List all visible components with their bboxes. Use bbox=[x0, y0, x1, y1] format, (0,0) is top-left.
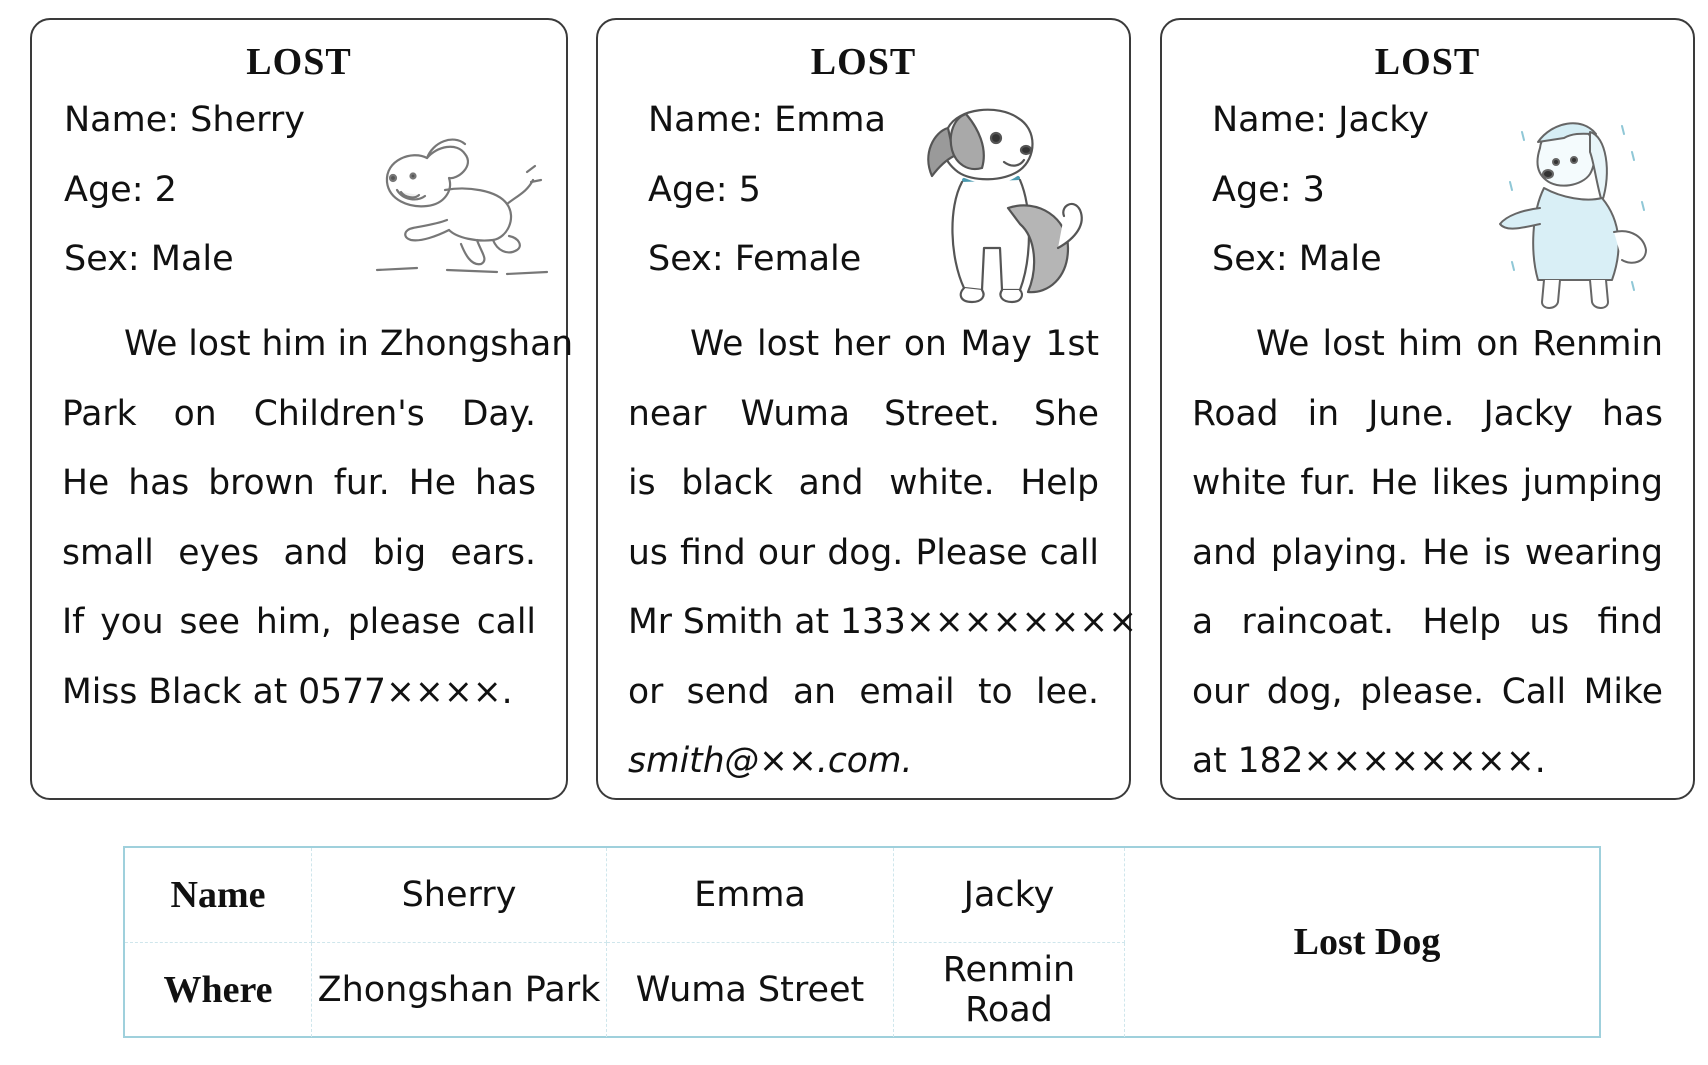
dog-name: Name: Jacky bbox=[1212, 100, 1429, 140]
story-line: We lost him on Renmin bbox=[1256, 324, 1663, 364]
dog-sex: Sex: Female bbox=[648, 239, 862, 279]
story-line: near Wuma Street. She bbox=[628, 393, 1099, 434]
story-line: us find our dog. Please call bbox=[628, 532, 1099, 573]
story-line: white fur. He likes jumping bbox=[1192, 463, 1663, 503]
table-cell-place: Zhongshan Park bbox=[312, 943, 607, 1038]
story-line: smith@××.com. bbox=[628, 741, 913, 781]
table-row bbox=[125, 943, 1125, 1038]
dog-name: Name: Sherry bbox=[64, 100, 305, 140]
story-line: We lost him in Zhongshan bbox=[124, 324, 574, 364]
story-line: Miss Black at 0577××××. bbox=[62, 671, 513, 712]
story-line: small eyes and big ears. bbox=[62, 532, 536, 573]
dog-age: Age: 2 bbox=[64, 170, 177, 210]
lost-notice-emma bbox=[596, 18, 1138, 800]
dog-age: Age: 3 bbox=[1212, 170, 1325, 210]
story-line: Road in June. Jacky has bbox=[1192, 393, 1663, 434]
table-cell-place: Renmin Road bbox=[894, 943, 1125, 1038]
lost-notice-jacky bbox=[1160, 18, 1695, 800]
notice-heading: LOST bbox=[810, 41, 917, 83]
lost-notice-sherry bbox=[30, 18, 574, 800]
story-line: our dog, please. Call Mike bbox=[1192, 671, 1663, 712]
table-cell-name: Emma bbox=[607, 848, 894, 943]
story-line: at 182××××××××. bbox=[1192, 741, 1546, 781]
notice-description bbox=[1192, 310, 1663, 797]
table-row bbox=[125, 848, 1125, 943]
story-line: If you see him, please call bbox=[62, 602, 536, 642]
summary-table bbox=[123, 846, 1601, 1038]
dog-age: Age: 5 bbox=[648, 170, 761, 210]
dog-sex: Sex: Male bbox=[64, 239, 234, 279]
table-cell-name: Jacky bbox=[894, 848, 1125, 943]
notice-description bbox=[628, 310, 1138, 797]
row-header-name: Name bbox=[125, 848, 312, 943]
story-line: Mr Smith at 133×××××××× bbox=[628, 602, 1138, 642]
dog-sex: Sex: Male bbox=[1212, 239, 1382, 279]
table-cell-place: Wuma Street bbox=[607, 943, 894, 1038]
table-cell-name: Sherry bbox=[312, 848, 607, 943]
notice-heading: LOST bbox=[1374, 41, 1481, 83]
story-line: and playing. He is wearing bbox=[1192, 532, 1663, 573]
story-line: He has brown fur. He has bbox=[62, 463, 536, 503]
story-line: Park on Children's Day. bbox=[62, 393, 536, 434]
notice-description bbox=[62, 310, 574, 727]
summary-title: Lost Dog bbox=[1293, 921, 1441, 963]
puppy-sitting-icon bbox=[908, 98, 1098, 318]
puppy-running-icon bbox=[357, 120, 557, 290]
story-line: or send an email to lee. bbox=[628, 671, 1099, 712]
row-header-where: Where bbox=[125, 943, 312, 1038]
story-line: We lost her on May 1st bbox=[690, 324, 1099, 364]
summary-grid bbox=[125, 848, 1125, 1037]
story-line: a raincoat. Help us find bbox=[1192, 602, 1663, 642]
dog-name: Name: Emma bbox=[648, 100, 886, 140]
notice-heading: LOST bbox=[246, 41, 352, 83]
puppy-raincoat-icon bbox=[1482, 112, 1672, 322]
story-line: is black and white. Help bbox=[628, 463, 1099, 503]
